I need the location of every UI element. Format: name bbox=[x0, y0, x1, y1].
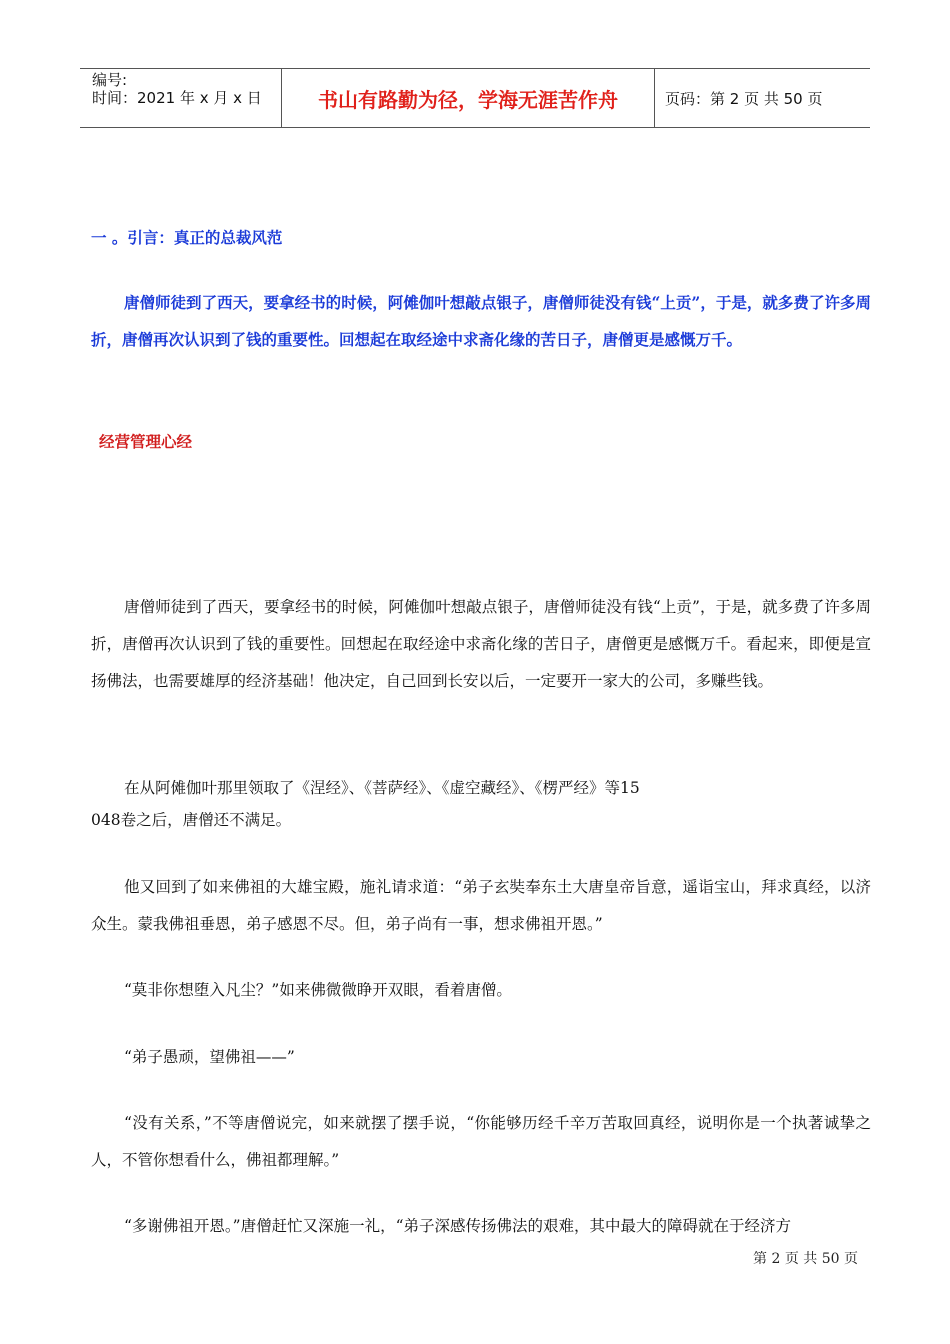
body-paragraph-1: 唐僧师徒到了西天，要拿经书的时候，阿傩伽叶想敲点银子，唐僧师徒没有钱“上贡”，于是，就多费了许多周折，唐僧再次认识到了钱的重要性。回想起在取经途中求斋化缘的苦日子，唐僧更是感慨万千。看起来，即便是宣扬佛法，也需要雄厚的经济基础！他决定，自己回到长安以后，一定要开一家大的公司，多赚些钱。 bbox=[91, 598, 871, 690]
body-paragraph-6: “没有关系，”不等唐僧说完，如来就摆了摆手说，“你能够历经千辛万苦取回真经，说明你是一个执著诚挚之人，不管你想看什么，佛祖都理解。” bbox=[91, 1114, 871, 1169]
body-paragraph-2: 在从阿傩伽叶那里领取了《涅经》、《菩萨经》、《虚空藏经》、《楞严经》等15 bbox=[124, 779, 640, 797]
subtitle: 经营管理心经 bbox=[99, 432, 193, 451]
body-paragraph-4: “莫非你想堕入凡尘？”如来佛微微睁开双眼，看着唐僧。 bbox=[124, 981, 512, 999]
number-label: 编号: bbox=[92, 71, 128, 89]
header-meta bbox=[80, 69, 282, 127]
body-paragraph-7: “多谢佛祖开恩。”唐僧赶忙又深施一礼，“弟子深感传扬佛法的艰难，其中最大的障碍就在于经济方 bbox=[124, 1217, 792, 1235]
page-header bbox=[80, 68, 870, 128]
header-page-code: 页码：第 2 页 共 50 页 bbox=[665, 89, 823, 108]
body-paragraph-5: “弟子愚顽，望佛祖——” bbox=[124, 1048, 295, 1066]
header-motto: 书山有路勤为径，学海无涯苦作舟 bbox=[282, 69, 655, 127]
page-footer: 第 2 页 共 50 页 bbox=[753, 1251, 858, 1267]
time-label: 时间：2021 年 x 月 x 日 bbox=[92, 89, 262, 107]
intro-paragraph: 唐僧师徒到了西天，要拿经书的时候，阿傩伽叶想敲点银子，唐僧师徒没有钱“上贡”，于是，就多费了许多周折，唐僧再次认识到了钱的重要性。回想起在取经途中求斋化缘的苦日子，唐僧更是感慨万千。 bbox=[91, 293, 871, 349]
section-heading: 一 。引言：真正的总裁风范 bbox=[91, 228, 283, 247]
body-paragraph-3: 他又回到了如来佛祖的大雄宝殿，施礼请求道：“弟子玄奘奉东土大唐皇帝旨意，遥诣宝山，拜求真经，以济众生。蒙我佛祖垂恩，弟子感恩不尽。但，弟子尚有一事，想求佛祖开恩。” bbox=[91, 878, 871, 933]
body-paragraph-2-cont: 048卷之后，唐僧还不满足。 bbox=[91, 811, 292, 829]
